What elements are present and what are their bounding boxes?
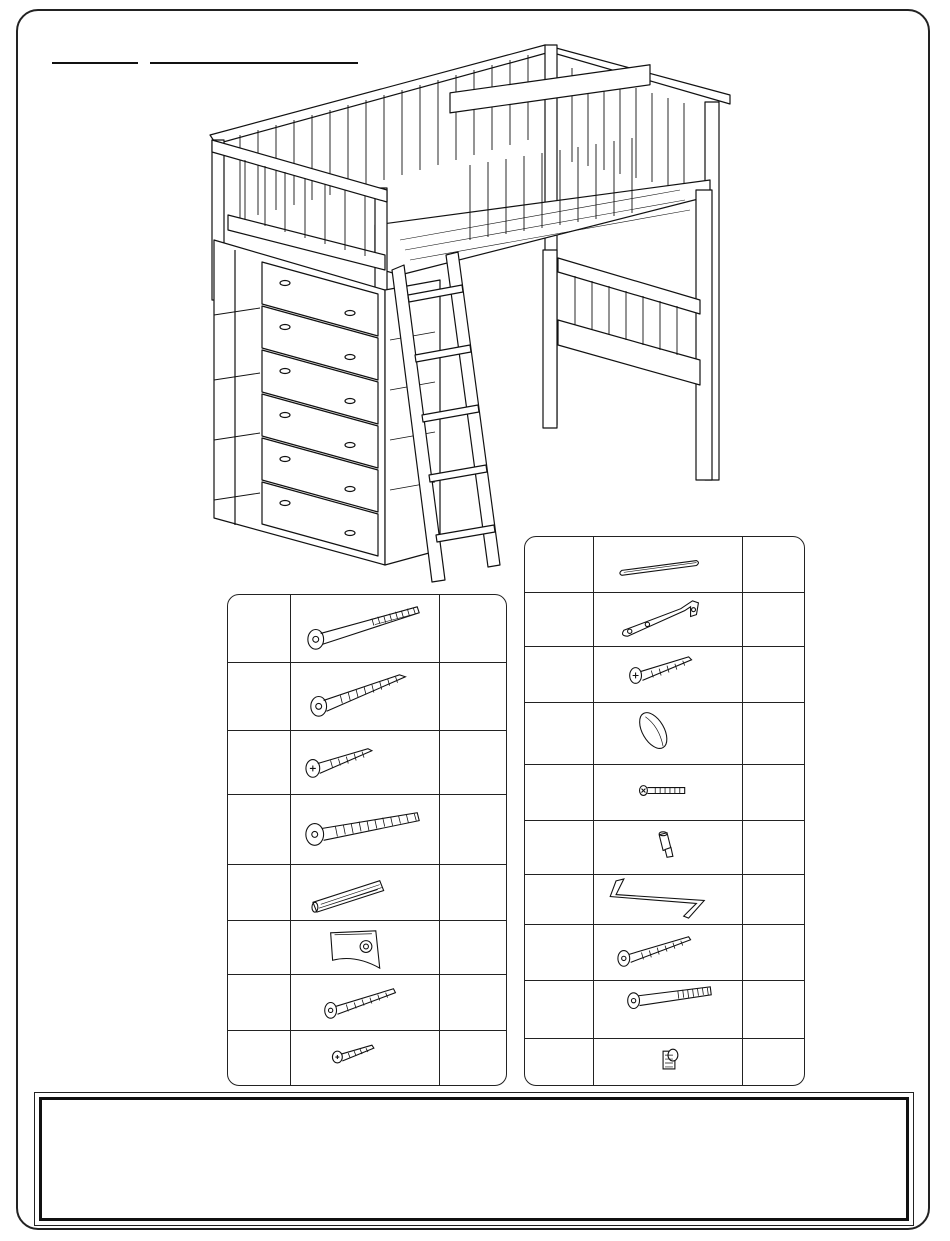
part-id xyxy=(228,921,290,974)
part-qty xyxy=(440,921,507,974)
part-id xyxy=(525,703,593,764)
allen-wrench-icon xyxy=(593,875,743,924)
title-rule xyxy=(52,62,138,64)
hardware-row xyxy=(228,795,506,865)
part-qty xyxy=(743,875,805,924)
hardware-row xyxy=(228,1031,506,1086)
part-id xyxy=(525,821,593,874)
phillips-screw-icon xyxy=(290,731,440,794)
part-id xyxy=(228,595,290,662)
part-id xyxy=(228,1031,290,1086)
part-qty xyxy=(743,821,805,874)
hex-socket-wood-screw-icon xyxy=(290,663,440,730)
long-hex-bolt-icon xyxy=(290,795,440,864)
phillips-wood-screw-icon xyxy=(593,647,743,702)
part-qty xyxy=(440,865,507,920)
shelf-pin-icon xyxy=(593,821,743,874)
hardware-row xyxy=(525,821,804,875)
machine-screw-icon xyxy=(593,765,743,820)
hardware-row xyxy=(525,925,804,981)
hex-socket-screw-icon xyxy=(290,975,440,1030)
hardware-row xyxy=(228,921,506,975)
part-id xyxy=(525,1039,593,1086)
metal-bracket-icon xyxy=(593,593,743,646)
part-id xyxy=(228,865,290,920)
hardware-table-left xyxy=(227,594,507,1086)
notice-inner-border xyxy=(39,1097,909,1221)
part-qty xyxy=(743,703,805,764)
short-phillips-screw-icon xyxy=(290,1031,440,1086)
part-id xyxy=(525,765,593,820)
hardware-row xyxy=(525,647,804,703)
part-id xyxy=(525,593,593,646)
drawer-knob-icon xyxy=(593,703,743,764)
part-id xyxy=(228,795,290,864)
part-qty xyxy=(743,1039,805,1086)
loft-bed-illustration xyxy=(200,40,740,585)
hardware-row xyxy=(525,593,804,647)
long-bolt-icon xyxy=(290,595,440,662)
barrel-bolt-icon xyxy=(593,981,743,1038)
barrel-nut-icon xyxy=(593,1039,743,1086)
hardware-table-right xyxy=(524,536,805,1086)
part-qty xyxy=(440,795,507,864)
part-id xyxy=(228,731,290,794)
part-qty xyxy=(743,981,805,1038)
hardware-row xyxy=(228,865,506,921)
hardware-row xyxy=(525,981,804,1039)
hardware-row xyxy=(228,975,506,1031)
cam-lock-icon xyxy=(290,921,440,974)
part-id xyxy=(525,647,593,702)
hardware-row xyxy=(228,663,506,731)
part-qty xyxy=(440,1031,507,1086)
hardware-row xyxy=(228,595,506,663)
plastic-rod-icon xyxy=(593,537,743,592)
hardware-row xyxy=(525,703,804,765)
part-id xyxy=(525,537,593,592)
hardware-row xyxy=(228,731,506,795)
hardware-row xyxy=(525,537,804,593)
part-id xyxy=(228,663,290,730)
part-qty xyxy=(743,593,805,646)
part-qty xyxy=(440,663,507,730)
part-qty xyxy=(743,537,805,592)
part-qty xyxy=(440,595,507,662)
part-qty xyxy=(743,647,805,702)
part-id xyxy=(525,875,593,924)
part-id xyxy=(525,925,593,980)
wood-dowel-icon xyxy=(290,865,440,920)
hardware-row xyxy=(525,1039,804,1086)
hardware-row xyxy=(525,765,804,821)
part-qty xyxy=(743,765,805,820)
part-id xyxy=(525,981,593,1038)
hardware-row xyxy=(525,875,804,925)
part-id xyxy=(228,975,290,1030)
part-qty xyxy=(743,925,805,980)
part-qty xyxy=(440,731,507,794)
part-qty xyxy=(440,975,507,1030)
hex-wood-screw-icon xyxy=(593,925,743,980)
notice-box xyxy=(34,1092,914,1226)
